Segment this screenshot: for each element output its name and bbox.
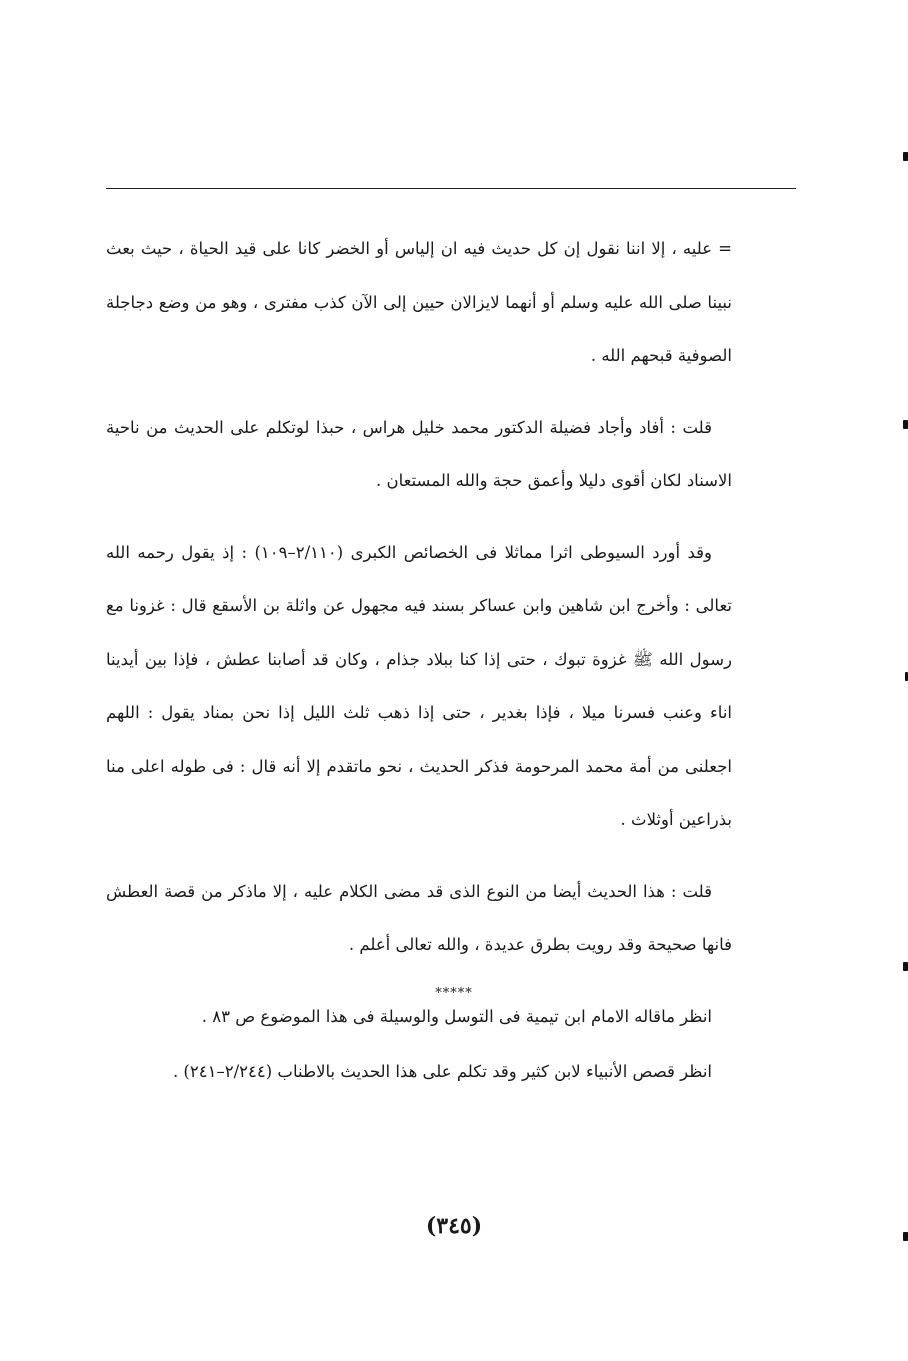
- paragraph-reference-ibn-taymiyya: انظر ماقاله الامام ابن تيمية فى التوسل والوسيلة فى هذا الموضوع ص ٨٣ .: [201, 1006, 712, 1026]
- scan-edge-mark: [903, 152, 908, 161]
- scan-edge-mark: [903, 420, 908, 429]
- paragraph-reference-ibn-kathir: انظر قصص الأنبياء لابن كثير وقد تكلم على هذا الحديث بالاطناب (٢/٢٤٤–٢٤١) .: [172, 1062, 712, 1081]
- body-text: [106, 222, 732, 1117]
- paragraph-comment-hadith: قلت : هذا الحديث أيضا من النوع الذى قد مضى الكلام عليه ، إلا ماذكر من قصة العطش فانها صحيحة وقد رويت بطرق عديدة ، والله تعالى أعلم .: [106, 881, 732, 954]
- page-number: (٣٤٥): [425, 1213, 483, 1239]
- paragraph-continuation: = عليه ، إلا اننا نقول إن كل حديث فيه ان إلياس أو الخضر كانا على قيد الحياة ، حيث بعث نبينا صلى الله عليه وسلم أو أنهما لايزالان حيين إلى الآن كذب مفترى ، وهو من وضع دجاجلة الصوفية قبحهم الله .: [106, 239, 732, 365]
- scan-edge-mark: [903, 1232, 908, 1241]
- top-rule: [106, 188, 796, 189]
- paragraph-comment-harras: قلت : أفاد وأجاد فضيلة الدكتور محمد خليل هراس ، حبذا لوتكلم على الحديث من ناحية الاسناد لكان أقوى دليلا وأعمق حجة والله المستعان .: [106, 417, 732, 490]
- paragraph-suyuti-quote: وقد أورد السيوطى اثرا مماثلا فى الخصائص الكبرى (٢/١١٠–١٠٩) : إذ يقول رحمه الله تعالى : وأخرج ابن شاهين وابن عساكر بسند فيه مجهول عن واثلة بن الأسقع قال : غزونا مع رسول الله ﷺ غزوة تبوك ، حتى إذا كنا ببلاد جذام ، وكان قد أصابنا عطش ، فإذا بين أيدينا اناء وعنب فسرنا ميلا ، فإذا بغدير ، حتى إذا ذهب ثلث الليل إذا نحن بمناد يقول : اللهم اجعلنى من أمة محمد المرحومة فذكر الحديث ، نحو ماتقدم إلا أنه قال : فى طوله اعلى منا بذراعين أوثلاث .: [106, 542, 732, 829]
- scan-edge-mark: [903, 962, 908, 971]
- section-separator: *****: [435, 986, 473, 1001]
